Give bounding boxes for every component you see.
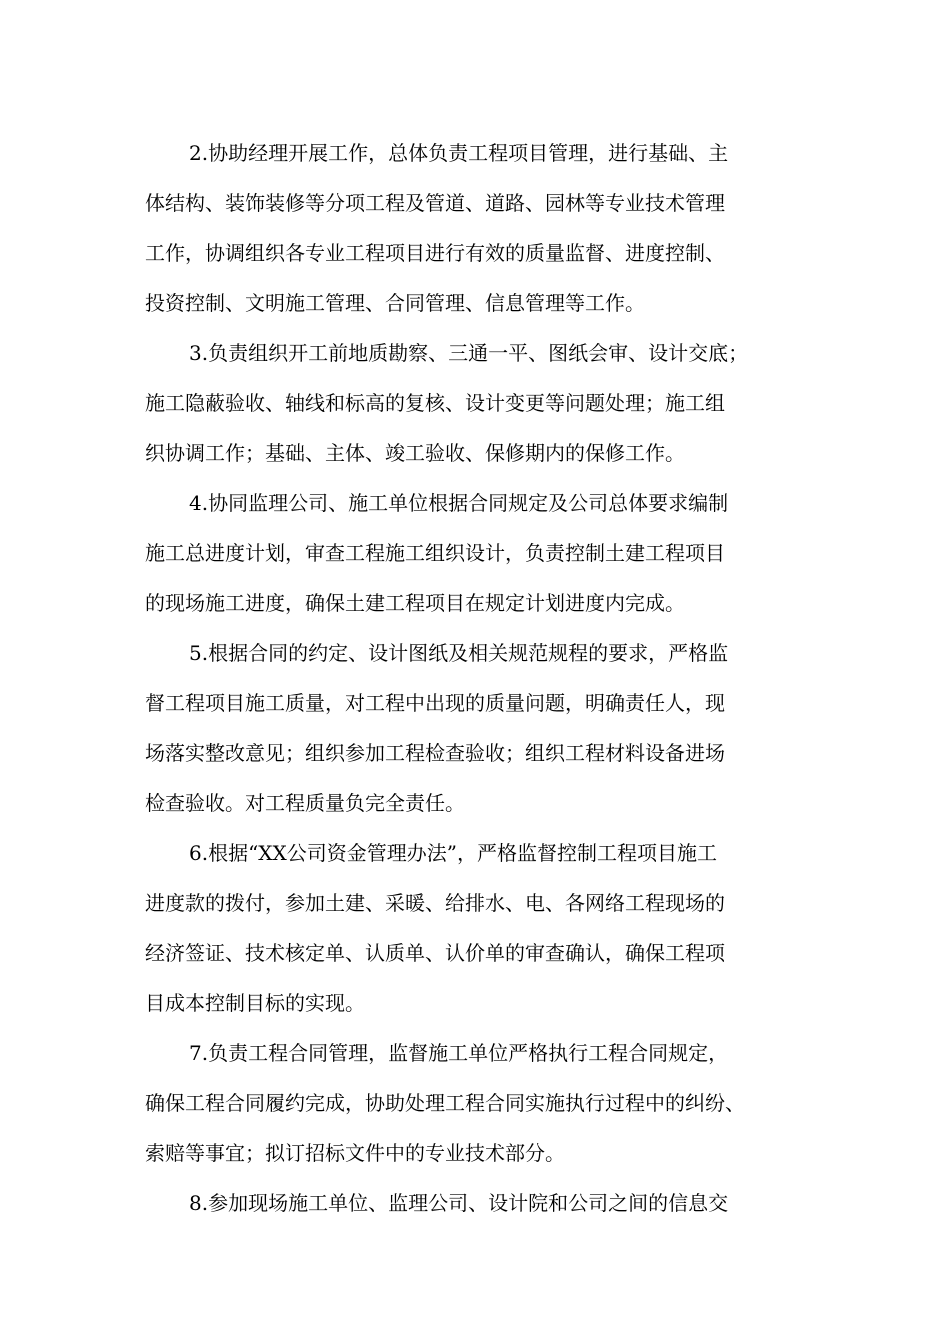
paragraph-5-line-1: 5.根据合同的约定、设计图纸及相关规范规程的要求，严格监 (189, 641, 729, 665)
paragraph-5-line-4: 检查验收。对工程质量负完全责任。 (145, 791, 465, 815)
paragraph-6-line-2: 进度款的拨付，参加土建、采暖、给排水、电、各网络工程现场的 (145, 891, 725, 915)
paragraph-7-line-2: 确保工程合同履约完成，协助处理工程合同实施执行过程中的纠纷、 (145, 1091, 745, 1115)
paragraph-6-line-1: 6.根据“XX公司资金管理办法”，严格监督控制工程项目施工 (189, 841, 718, 865)
paragraph-3-line-1: 3.负责组织开工前地质勘察、三通一平、图纸会审、设计交底； (189, 341, 749, 365)
paragraph-7-line-3: 索赔等事宜；拟订招标文件中的专业技术部分。 (145, 1141, 565, 1165)
paragraph-5-line-2: 督工程项目施工质量，对工程中出现的质量问题，明确责任人，现 (145, 691, 725, 715)
paragraph-3-line-2: 施工隐蔽验收、轴线和标高的复核、设计变更等问题处理；施工组 (145, 391, 725, 415)
document-body (145, 128, 815, 1228)
paragraph-6-line-3: 经济签证、技术核定单、认质单、认价单的审查确认，确保工程项 (145, 941, 725, 965)
paragraph-2-line-4: 投资控制、文明施工管理、合同管理、信息管理等工作。 (145, 291, 645, 315)
paragraph-2-line-2: 体结构、装饰装修等分项工程及管道、道路、园林等专业技术管理 (145, 191, 725, 215)
paragraph-7-line-1: 7.负责工程合同管理，监督施工单位严格执行工程合同规定， (189, 1041, 729, 1065)
paragraph-3-line-3: 织协调工作；基础、主体、竣工验收、保修期内的保修工作。 (145, 441, 685, 465)
paragraph-4-line-3: 的现场施工进度，确保土建工程项目在规定计划进度内完成。 (145, 591, 685, 615)
paragraph-6-line-4: 目成本控制目标的实现。 (145, 991, 365, 1015)
paragraph-2-line-1: 2.协助经理开展工作，总体负责工程项目管理，进行基础、主 (189, 141, 729, 165)
paragraph-4-line-2: 施工总进度计划，审查工程施工组织设计，负责控制土建工程项目 (145, 541, 725, 565)
paragraph-5-line-3: 场落实整改意见；组织参加工程检查验收；组织工程材料设备进场 (145, 741, 725, 765)
paragraph-4-line-1: 4.协同监理公司、施工单位根据合同规定及公司总体要求编制 (189, 491, 729, 515)
paragraph-2-line-3: 工作，协调组织各专业工程项目进行有效的质量监督、进度控制、 (145, 241, 725, 265)
paragraph-8-line-1: 8.参加现场施工单位、监理公司、设计院和公司之间的信息交 (189, 1191, 729, 1215)
